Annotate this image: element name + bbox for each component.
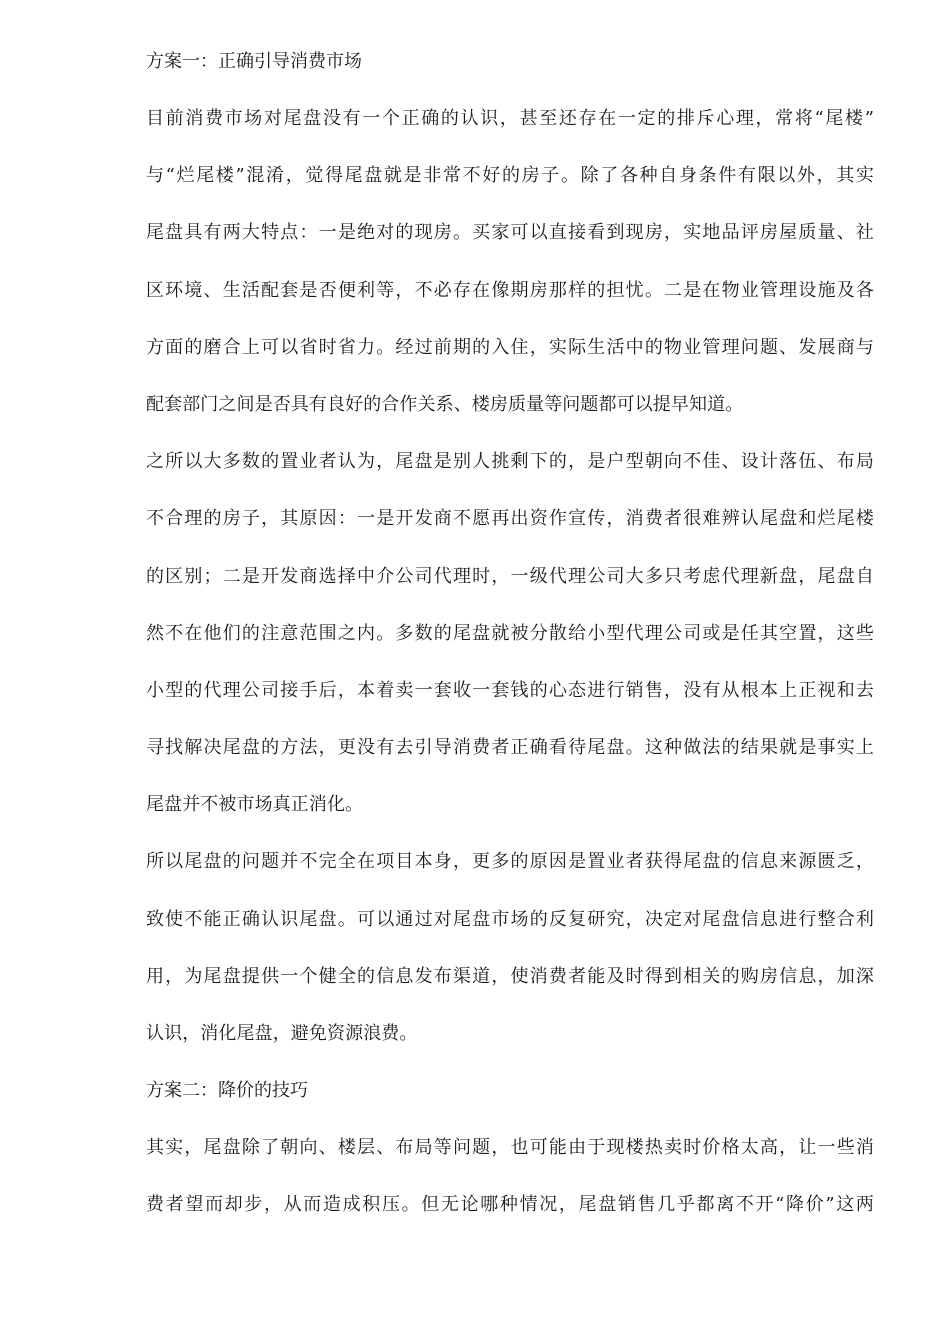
- paragraph: [146, 442, 874, 842]
- text-line: 然不在他们的注意范围之内。多数的尾盘就被分散给小型代理公司或是任其空置，这些: [146, 622, 874, 644]
- section-heading: 方案二：降价的技巧: [146, 1080, 308, 1102]
- document-page: [146, 42, 874, 1243]
- text-line: 认识，消化尾盘，避免资源浪费。: [146, 1023, 418, 1044]
- text-line: 费者望而却步，从而造成积压。但无论哪种情况，尾盘销售几乎都离不开“降价”这两: [146, 1194, 874, 1216]
- text-line: 用，为尾盘提供一个健全的信息发布渠道，使消费者能及时得到相关的购房信息，加深: [146, 965, 874, 987]
- text-line: 目前消费市场对尾盘没有一个正确的认识，甚至还存在一定的排斥心理，常将“尾楼”: [146, 108, 874, 129]
- text-line: 不合理的房子，其原因：一是开发商不愿再出资作宣传，消费者很难辨认尾盘和烂尾楼: [146, 508, 874, 530]
- text-line: 其实，尾盘除了朝向、楼层、布局等问题，也可能由于现楼热卖时价格太高，让一些消: [146, 1137, 874, 1159]
- text-line: 致使不能正确认识尾盘。可以通过对尾盘市场的反复研究，决定对尾盘信息进行整合利: [146, 908, 874, 930]
- text-line: 方面的磨合上可以省时省力。经过前期的入住，实际生活中的物业管理问题、发展商与: [146, 336, 874, 358]
- paragraph: [146, 99, 874, 442]
- text-line: 的区别；二是开发商选择中介公司代理时，一级代理公司大多只考虑代理新盘，尾盘自: [146, 565, 874, 587]
- text-line: 配套部门之间是否具有良好的合作关系、楼房质量等问题都可以提早知道。: [146, 393, 744, 415]
- text-line: 寻找解决尾盘的方法，更没有去引导消费者正确看待尾盘。这种做法的结果就是事实上: [146, 737, 874, 759]
- section-2: [146, 1071, 874, 1242]
- text-line: 与“烂尾楼”混淆，觉得尾盘就是非常不好的房子。除了各种自身条件有限以外，其实: [146, 165, 874, 187]
- section-heading: 方案一：正确引导消费市场: [146, 51, 362, 72]
- text-line: 小型的代理公司接手后，本着卖一套收一套钱的心态进行销售，没有从根本上正视和去: [146, 679, 874, 701]
- text-line: 区环境、生活配套是否便利等，不必存在像期房那样的担忧。二是在物业管理设施及各: [146, 279, 874, 301]
- text-line: 尾盘具有两大特点：一是绝对的现房。买家可以直接看到现房，实地品评房屋质量、社: [146, 222, 874, 244]
- text-line: 所以尾盘的问题并不完全在项目本身，更多的原因是置业者获得尾盘的信息来源匮乏，: [146, 851, 874, 873]
- paragraph: [146, 842, 874, 1071]
- text-line: 尾盘并不被市场真正消化。: [146, 794, 364, 816]
- text-line: 之所以大多数的置业者认为，尾盘是别人挑剩下的，是户型朝向不佳、设计落伍、布局: [146, 451, 874, 473]
- section-1: [146, 42, 874, 1071]
- paragraph: [146, 1128, 874, 1242]
